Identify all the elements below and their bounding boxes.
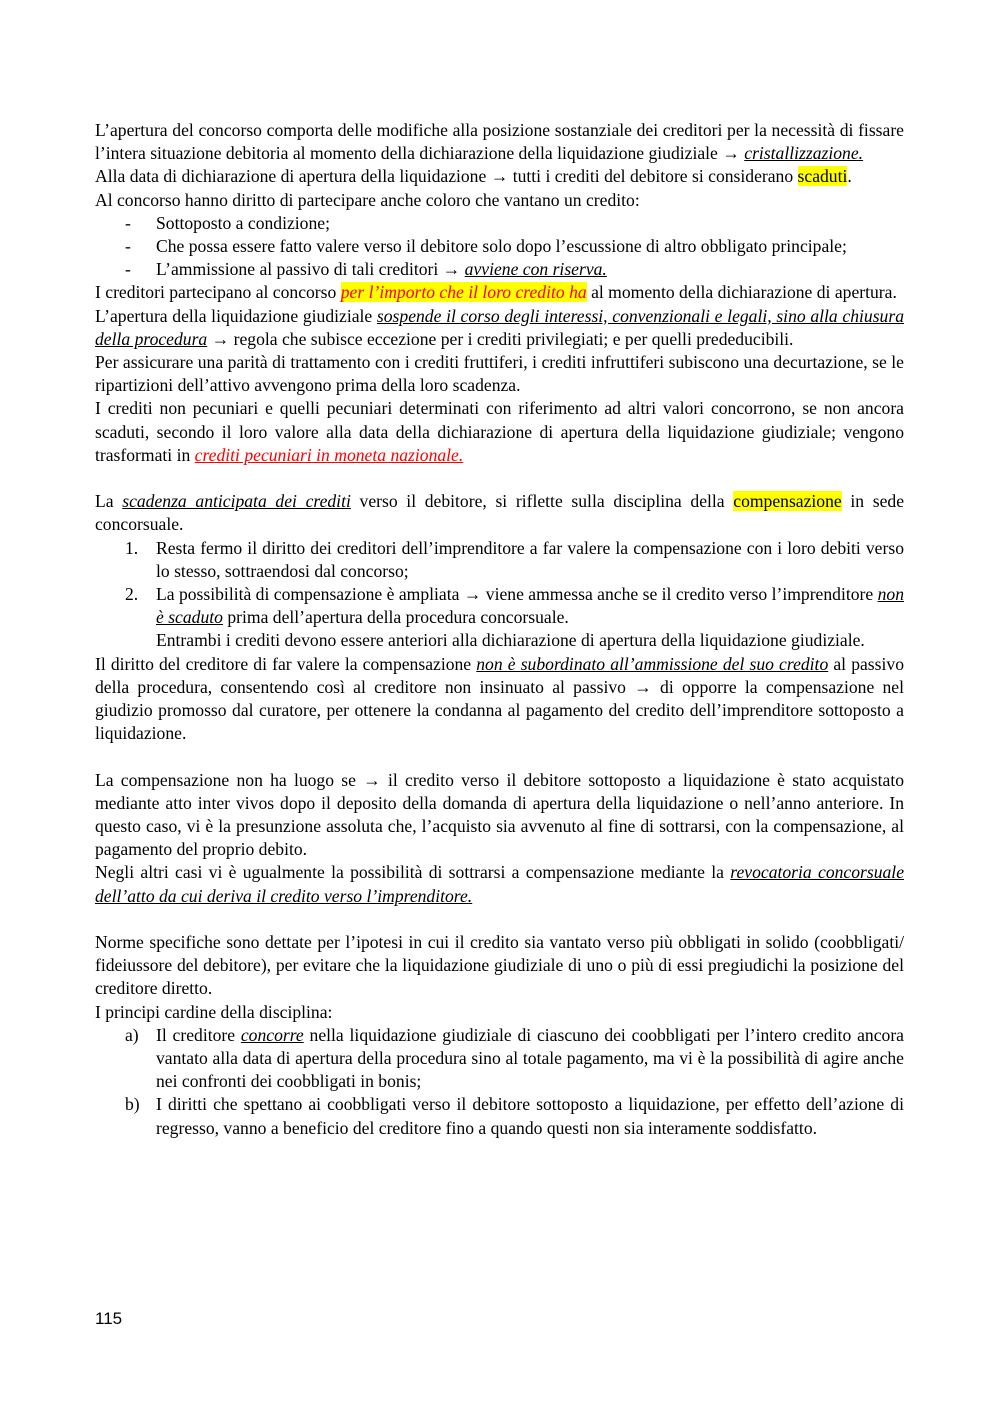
blank-line (95, 908, 904, 931)
text: di opporre la compensazione nel giudizio promosso dal curatore, per ottenere la condanna al pagamento del credito dell’imprenditore sottoposto a liquidazione. (95, 676, 905, 744)
emphasis-text: avviene con riserva. (464, 259, 607, 280)
text: . (847, 166, 852, 187)
page-number: 115 (95, 1309, 123, 1328)
numbered-list (95, 537, 904, 653)
paragraph-compensazione (95, 490, 904, 536)
paragraph-coobbligati: Norme specifiche sono dettate per l’ipotesi in cui il credito sia vantato verso più obbligati in solido (coobbligati/ fideiussore del debitore), per evitare che la liquidazione giudiziale di uno o più di essi pregiudichi la posizione del creditore diretto. (95, 932, 904, 999)
dash-list (95, 212, 904, 282)
arrow-icon: → (490, 166, 513, 187)
text: L’apertura della liquidazione giudiziale (95, 305, 377, 326)
paragraph-importo (95, 281, 904, 304)
paragraph-non-pecuniari (95, 397, 904, 467)
emphasis-text: cristallizzazione. (744, 143, 864, 164)
text: Alla data di dichiarazione di apertura della liquidazione (95, 166, 491, 187)
dash-marker: - (125, 212, 131, 233)
emphasis-text: crediti pecuniari in moneta nazionale. (194, 444, 464, 465)
list-item (95, 212, 904, 235)
text: prima dell’apertura della procedura concorsuale. (222, 607, 569, 628)
text: I diritti che spettano ai coobbligati verso il debitore sottoposto a liquidazione, per effetto dell’azione di regresso, vanno a beneficio del creditore fino a quando questi non sia interamente soddisfatto. (156, 1094, 904, 1138)
text: al passivo della procedura, consentendo così al creditore non insinuato al passivo (95, 653, 904, 697)
arrow-icon: → (207, 328, 234, 349)
arrow-icon: → (463, 584, 486, 605)
text: regola che subisce eccezione per i crediti privilegiati; e per quelli prededucibili. (233, 328, 794, 349)
text: Il diritto del creditore di far valere la compensazione (95, 653, 477, 674)
text: al momento della dichiarazione di apertura. (586, 282, 897, 303)
paragraph-non-ha-luogo (95, 769, 904, 862)
lettered-list (95, 1024, 904, 1140)
text: Negli altri casi vi è ugualmente la possibilità di sottrarsi a compensazione mediante la (95, 862, 731, 883)
text: La (95, 491, 123, 512)
dash-marker: - (125, 259, 131, 280)
paragraph-revocatoria (95, 861, 904, 907)
paragraph-infruttiferi: Per assicurare una parità di trattamento con i crediti fruttiferi, i crediti infruttiferi subiscono una decurtazione, se le ripartizioni dell’attivo avvengono prima della loro scadenza. (95, 352, 904, 396)
text: viene ammessa anche se il credito verso l’imprenditore (485, 584, 878, 605)
text: L’ammissione al passivo di tali creditori (156, 259, 443, 280)
text: I crediti non pecuniari e quelli pecuniari determinati con riferimento ad altri valori concorrono, se non ancora scaduti, secondo il loro valore alla data della dichiarazione di apertura della liquidazione giudiziale; vengono trasformati in (95, 398, 904, 465)
paragraph-principi: I principi cardine della disciplina: (95, 1001, 333, 1022)
text: in sede concorsuale. (95, 491, 905, 535)
text: Il creditore (156, 1024, 241, 1045)
list-item (95, 258, 904, 281)
paragraph-diritto-partecipare: Al concorso hanno diritto di partecipare anche coloro che vantano un credito: (95, 189, 640, 210)
letter-marker: b) (125, 1094, 140, 1115)
text: verso il debitore, si riflette sulla disciplina della (350, 491, 734, 512)
list-item (95, 1024, 904, 1094)
text: La compensazione non ha luogo se (95, 769, 364, 790)
emphasis-text: sospende il corso degli interessi, convenzionali e legali, sino alla chiusura della procedura (95, 305, 904, 349)
text: il credito verso il debitore sottoposto a liquidazione è stato acquistato mediante atto inter vivos dopo il deposito della domanda di apertura della liquidazione o nell’anno anteriore. In questo caso, vi è la presunzione assoluta che, l’acquisto sia avvenuto al fine di sottrarsi, con la compensazione, al pagamento del proprio debito. (95, 769, 904, 860)
text: Sottoposto a condizione; (156, 212, 330, 233)
emphasis-text: non è subordinato all’ammissione del suo credito (476, 653, 829, 674)
number-marker: 1. (125, 537, 139, 558)
list-item (95, 537, 904, 583)
list-item (95, 235, 904, 258)
arrow-icon: → (634, 676, 661, 697)
paragraph-interessi (95, 305, 904, 351)
text: I creditori partecipano al concorso (95, 282, 341, 303)
arrow-icon: → (442, 259, 465, 280)
arrow-icon: → (722, 143, 745, 164)
text: La possibilità di compensazione è ampliata (156, 584, 464, 605)
letter-marker: a) (125, 1024, 139, 1045)
text: nella liquidazione giudiziale di ciascuno dei coobbligati per l’intero credito ancora vantato alla data di apertura della procedura sino al totale pagamento, ma vi è la possibilità di agire anche nei confronti dei coobbligati in bonis; (156, 1024, 904, 1092)
text: Che possa essere fatto valere verso il debitore solo dopo l’escussione di altro obbligato principale; (156, 236, 847, 257)
emphasis-text: non è scaduto (156, 584, 904, 628)
paragraph-diritto-creditore (95, 653, 904, 746)
highlighted-text: compensazione (733, 491, 842, 512)
emphasis-text: revocatoria concorsuale dell’atto da cui deriva il credito verso l’imprenditore. (95, 862, 904, 906)
paragraph-scaduti (95, 165, 904, 188)
highlighted-text: scaduti (797, 166, 848, 187)
highlighted-text: per l’importo che il loro credito ha (340, 282, 587, 303)
number-marker: 2. (125, 584, 139, 605)
arrow-icon: → (363, 769, 388, 790)
blank-line (95, 467, 904, 490)
dash-marker: - (125, 236, 131, 257)
text: Entrambi i crediti devono essere anteriori alla dichiarazione di apertura della liquidazione giudiziale. (156, 630, 865, 651)
list-item (95, 1093, 904, 1139)
document-page (95, 119, 904, 1140)
paragraph-cristallizzazione (95, 119, 904, 165)
text: tutti i crediti del debitore si considerano (512, 166, 798, 187)
text: Resta fermo il diritto dei creditori dell’imprenditore a far valere la compensazione con i loro debiti verso lo stesso, sottraendosi dal concorso; (156, 537, 904, 581)
blank-line (95, 745, 904, 768)
text: L’apertura del concorso comporta delle modifiche alla posizione sostanziale dei creditori per la necessità di fissare l’intera situazione debitoria al momento della dichiarazione della liquidazione giudiziale (95, 120, 904, 164)
emphasis-text: scadenza anticipata dei crediti (122, 491, 351, 512)
emphasis-text: concorre (240, 1024, 304, 1045)
list-item (95, 583, 904, 653)
